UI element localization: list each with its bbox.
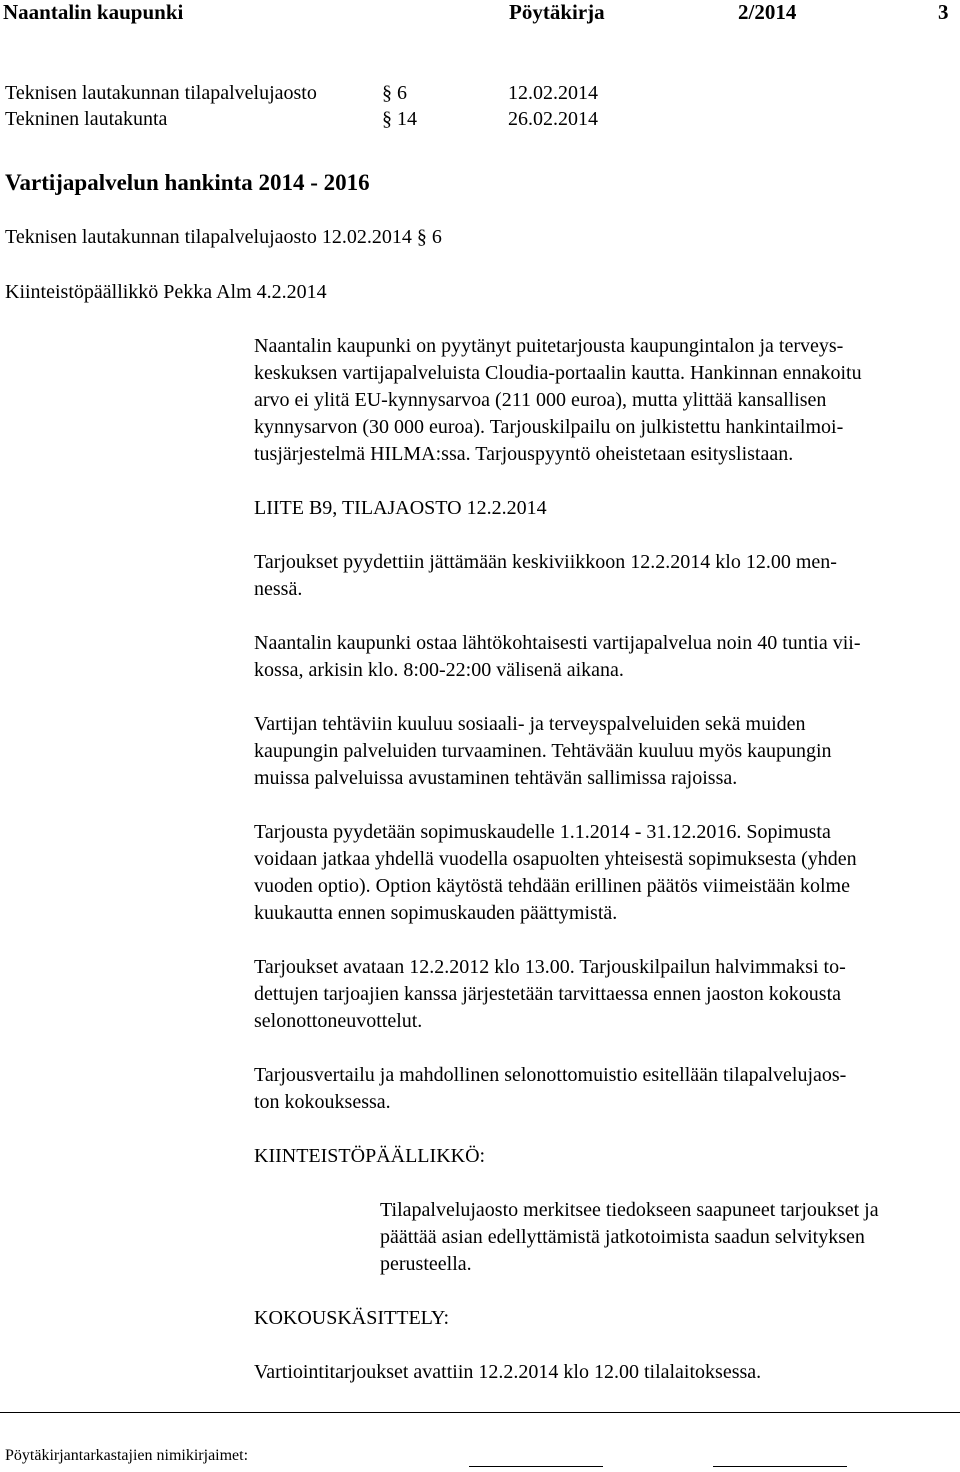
- handling-heading: KOKOUSKÄSITTELY:: [254, 1307, 450, 1329]
- paragraph-line: vuoden optio). Option käytöstä tehdään erillinen päätös viimeistään kolme: [254, 875, 850, 897]
- paragraph-line: nessä.: [254, 578, 303, 600]
- paragraph-line: kossa, arkisin klo. 8:00-22:00 välisenä aikana.: [254, 659, 624, 681]
- proposal-line: päättää asian edellyttämistä jatkotoimista saadun selvityksen: [380, 1226, 865, 1248]
- meeting-2-body: Tekninen lautakunta: [5, 108, 168, 130]
- proposal-line: Tilapalvelujaosto merkitsee tiedokseen saapuneet tarjoukset ja: [380, 1199, 879, 1221]
- meeting-2-date: 26.02.2014: [508, 108, 598, 130]
- paragraph-line: keskuksen vartijapalveluista Cloudia-portaalin kautta. Hankinnan ennakoitu: [254, 362, 862, 384]
- paragraph-line: Tarjousvertailu ja mahdollinen selonottomuistio esitellään tilapalvelujaos-: [254, 1064, 847, 1086]
- signature-line-2: [713, 1466, 847, 1467]
- footer-label: Pöytäkirjantarkastajien nimikirjaimet:: [5, 1447, 249, 1464]
- paragraph-comparison: [254, 1062, 954, 1116]
- paragraph-line: Vartijan tehtäviin kuuluu sosiaali- ja terveyspalveluiden sekä muiden: [254, 713, 806, 735]
- paragraph-line: muissa palveluissa avustaminen tehtävän sallimissa rajoissa.: [254, 767, 738, 789]
- footer-divider: [0, 1412, 960, 1413]
- meeting-1-body: Teknisen lautakunnan tilapalvelujaosto: [5, 82, 317, 104]
- header-doc-type: Pöytäkirja: [509, 0, 605, 24]
- paragraph-line: tusjärjestelmä HILMA:ssa. Tarjouspyyntö oheistetaan esityslistaan.: [254, 443, 794, 465]
- proposal-heading: KIINTEISTÖPÄÄLLIKKÖ:: [254, 1145, 486, 1167]
- signature-line-1: [469, 1466, 603, 1467]
- page-title: Vartijapalvelun hankinta 2014 - 2016: [5, 170, 370, 195]
- meeting-1-date: 12.02.2014: [508, 82, 598, 104]
- paragraph-line: kaupungin palveluiden turvaaminen. Tehtävään kuuluu myös kaupungin: [254, 740, 832, 762]
- paragraph-deadline: [254, 549, 954, 603]
- paragraph-attachment: [254, 495, 954, 522]
- header-org: Naantalin kaupunki: [3, 0, 184, 24]
- paragraph-line: dettujen tarjoajien kanssa järjestetään tarvittaessa ennen jaoston kokousta: [254, 983, 842, 1005]
- paragraph-opening: [254, 954, 954, 1035]
- reference-line: Teknisen lautakunnan tilapalvelujaosto 12.02.2014 § 6: [5, 226, 442, 248]
- header-page-number: 3: [938, 0, 949, 24]
- paragraph-line: selonottoneuvottelut.: [254, 1010, 423, 1032]
- paragraph-line: Naantalin kaupunki ostaa lähtökohtaisesti vartijapalvelua noin 40 tuntia vii-: [254, 632, 861, 654]
- header-doc-number: 2/2014: [738, 0, 797, 24]
- paragraph-line: kynnysarvon (30 000 euroa). Tarjouskilpailu on julkistettu hankintailmoi-: [254, 416, 844, 438]
- paragraph-line: Naantalin kaupunki on pyytänyt puitetarjousta kaupungintalon ja terveys-: [254, 335, 844, 357]
- paragraph-line: voidaan jatkaa yhdellä vuodella osapuolten yhteisestä sopimuksesta (yhden: [254, 848, 857, 870]
- meeting-1-section: § 6: [382, 82, 407, 104]
- paragraph-line: arvo ei ylitä EU-kynnysarvoa (211 000 euroa), mutta ylittää kansallisen: [254, 389, 827, 411]
- paragraph-duties: [254, 711, 954, 792]
- meeting-2-section: § 14: [382, 108, 417, 130]
- preparer-line: Kiinteistöpäällikkö Pekka Alm 4.2.2014: [5, 281, 327, 303]
- paragraph-line: kuukautta ennen sopimuskauden päättymistä.: [254, 902, 618, 924]
- handling-text: Vartiointitarjoukset avattiin 12.2.2014 klo 12.00 tilalaitoksessa.: [254, 1361, 762, 1383]
- proposal-text: [380, 1197, 958, 1278]
- paragraph-contract-period: [254, 819, 954, 927]
- paragraph-intro: [254, 333, 954, 468]
- paragraph-line: Tarjoukset pyydettiin jättämään keskiviikkoon 12.2.2014 klo 12.00 men-: [254, 551, 837, 573]
- paragraph-line: ton kokouksessa.: [254, 1091, 391, 1113]
- proposal-line: perusteella.: [380, 1253, 472, 1275]
- paragraph-line: Tarjoukset avataan 12.2.2012 klo 13.00. Tarjouskilpailun halvimmaksi to-: [254, 956, 846, 978]
- paragraph-hours: [254, 630, 954, 684]
- paragraph-line: Tarjousta pyydetään sopimuskaudelle 1.1.2014 - 31.12.2016. Sopimusta: [254, 821, 831, 843]
- paragraph-line: LIITE B9, TILAJAOSTO 12.2.2014: [254, 497, 547, 519]
